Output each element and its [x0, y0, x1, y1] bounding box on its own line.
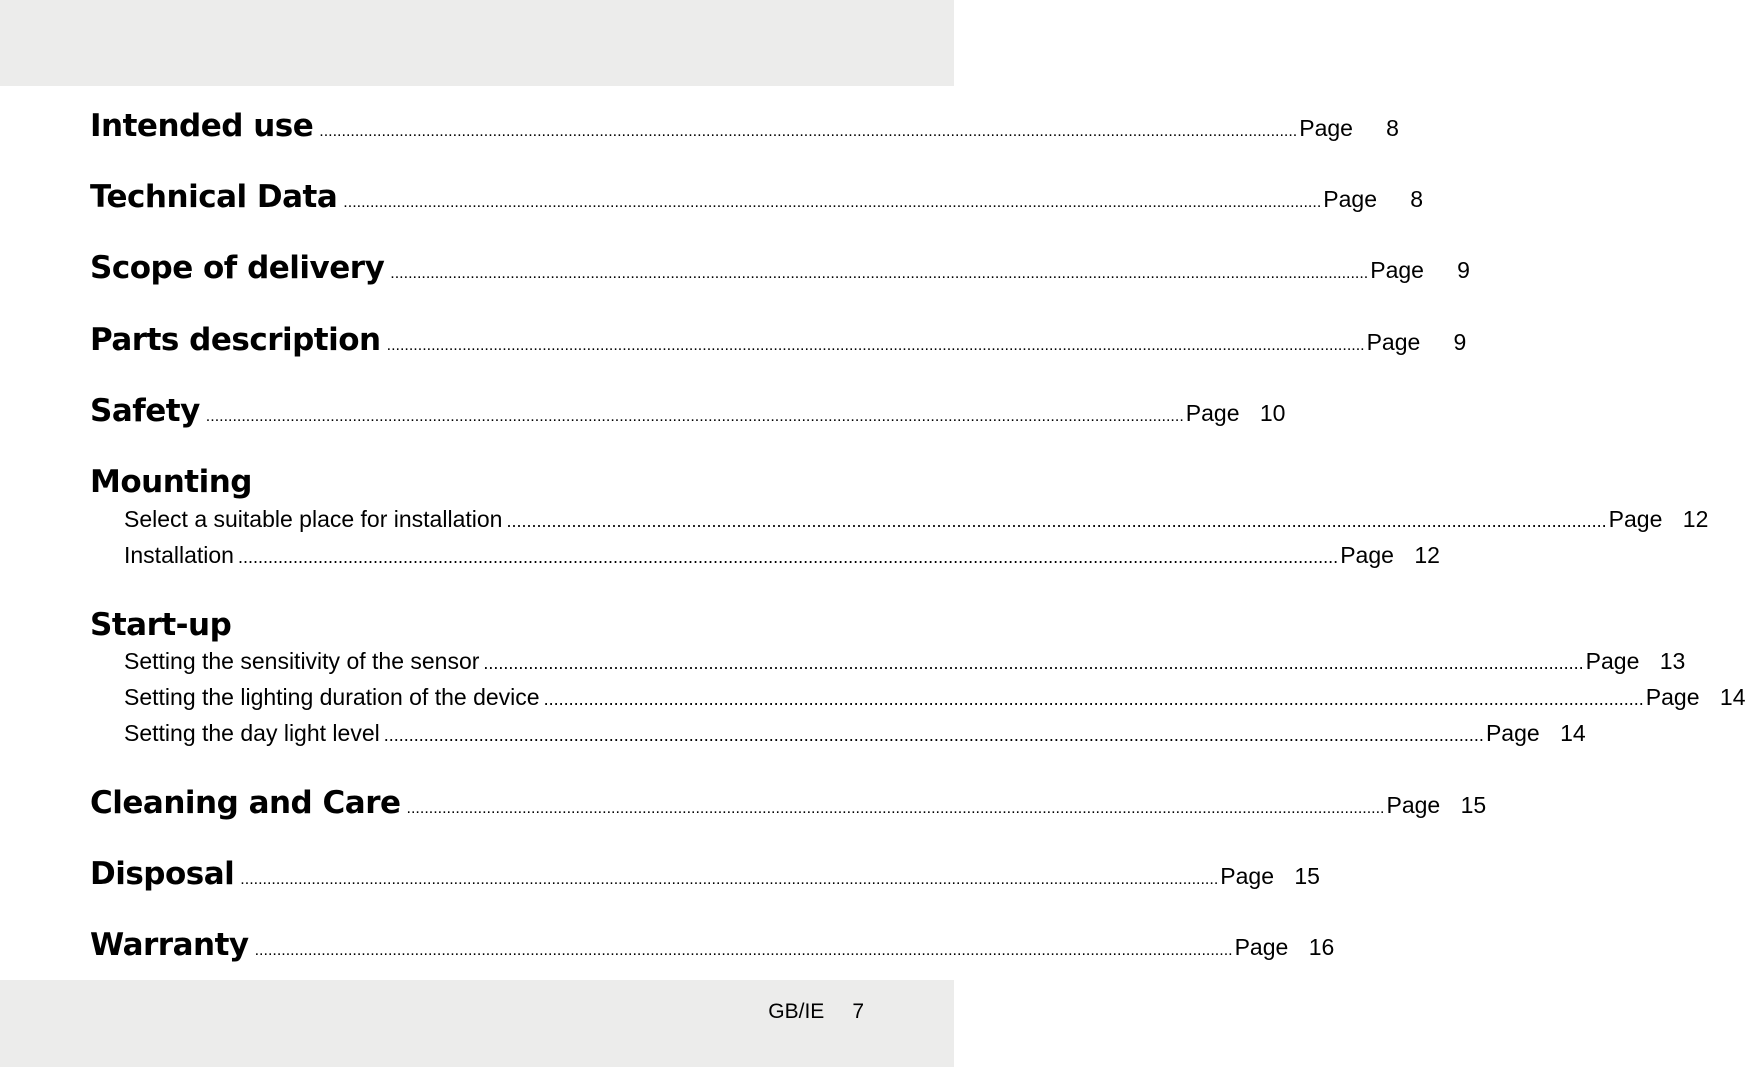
page-label: Page: [1386, 792, 1441, 818]
page-label: Page: [1340, 542, 1394, 568]
page-footer: [768, 1000, 864, 1024]
page-number: 8: [1410, 186, 1423, 212]
dot-leader: ............................................................................................................................................................................................................................: [406, 800, 1385, 817]
dot-leader: ............................................................................................................................................................................................................................: [483, 653, 1584, 673]
page-number: 12: [1682, 506, 1709, 532]
page-label: Page: [1370, 257, 1424, 283]
dot-leader: ............................................................................................................................................................................................................................: [383, 725, 1484, 745]
top-band: [0, 0, 954, 86]
page-label: Page: [1645, 684, 1700, 710]
dot-leader: ............................................................................................................................................................................................................................: [205, 408, 1184, 425]
subentry-title: Installation: [124, 542, 234, 568]
entry-title: Parts description: [90, 322, 381, 358]
dot-leader: ............................................................................................................................................................................................................................: [237, 547, 1339, 567]
toc-entry-warranty[interactable]: [90, 927, 1335, 963]
page-label: Page: [1299, 115, 1353, 141]
subentry-title: Setting the day light level: [124, 720, 380, 746]
toc-section-start-up[interactable]: [90, 607, 864, 643]
page-label: Page: [1220, 863, 1274, 889]
page-number: 9: [1457, 257, 1470, 283]
toc-entry-parts-description[interactable]: [90, 322, 1467, 358]
page-label: Page: [1485, 720, 1540, 746]
dot-leader: ............................................................................................................................................................................................................................: [254, 942, 1233, 959]
page-number: 9: [1453, 329, 1467, 355]
dot-leader: ............................................................................................................................................................................................................................: [506, 511, 1607, 531]
page-number: 15: [1294, 863, 1320, 889]
dot-leader: ............................................................................................................................................................................................................................: [240, 871, 1219, 888]
toc-entry-cleaning-and-care[interactable]: [90, 785, 1487, 821]
section-title: Start-up: [90, 607, 232, 643]
dot-leader: ............................................................................................................................................................................................................................: [390, 265, 1369, 282]
subentry-title: Select a suitable place for installation: [124, 506, 503, 532]
dot-leader: ............................................................................................................................................................................................................................: [543, 689, 1644, 709]
page-label: Page: [1608, 506, 1663, 532]
page-label: Page: [1234, 934, 1289, 960]
entry-title: Cleaning and Care: [90, 785, 401, 821]
toc-entry-safety[interactable]: [90, 393, 1286, 429]
toc-entry-intended-use[interactable]: [90, 108, 1399, 144]
toc-section-mounting[interactable]: [90, 464, 864, 500]
dot-leader: ............................................................................................................................................................................................................................: [343, 194, 1322, 211]
page-label: Page: [1323, 186, 1377, 212]
page-number: 12: [1414, 542, 1440, 568]
entry-title: Scope of delivery: [90, 250, 385, 286]
entry-title: Disposal: [90, 856, 235, 892]
toc-subentry-sensitivity[interactable]: [124, 648, 1686, 675]
subentry-title: Setting the sensitivity of the sensor: [124, 648, 480, 674]
toc-entry-scope-of-delivery[interactable]: [90, 250, 1470, 286]
entry-title: Technical Data: [90, 179, 338, 215]
footer-page-number: 7: [852, 1000, 864, 1023]
page-number: 14: [1719, 684, 1746, 710]
page-label: Page: [1185, 400, 1240, 426]
page-number: 14: [1560, 720, 1586, 746]
page-label: Page: [1585, 648, 1640, 674]
section-title: Mounting: [90, 464, 252, 500]
toc-subentry-select-place[interactable]: [124, 506, 1709, 533]
page-number: 16: [1308, 934, 1335, 960]
toc-entry-technical-data[interactable]: [90, 179, 1423, 215]
subentry-title: Setting the lighting duration of the device: [124, 684, 540, 710]
page-number: 8: [1386, 115, 1399, 141]
entry-title: Warranty: [90, 927, 249, 963]
page-number: 13: [1659, 648, 1686, 674]
dot-leader: ............................................................................................................................................................................................................................: [319, 123, 1298, 140]
toc-entry-disposal[interactable]: [90, 856, 1320, 892]
page-number: 10: [1259, 400, 1286, 426]
toc-subentry-day-light-level[interactable]: [124, 720, 1586, 747]
dot-leader: ............................................................................................................................................................................................................................: [386, 337, 1365, 354]
page-number: 15: [1460, 792, 1487, 818]
toc-subentry-installation[interactable]: [124, 542, 1440, 569]
page-label: Page: [1366, 329, 1421, 355]
entry-title: Intended use: [90, 108, 314, 144]
toc-subentry-lighting-duration[interactable]: [124, 684, 1746, 711]
entry-title: Safety: [90, 393, 200, 429]
language-code: GB/IE: [768, 1000, 825, 1023]
